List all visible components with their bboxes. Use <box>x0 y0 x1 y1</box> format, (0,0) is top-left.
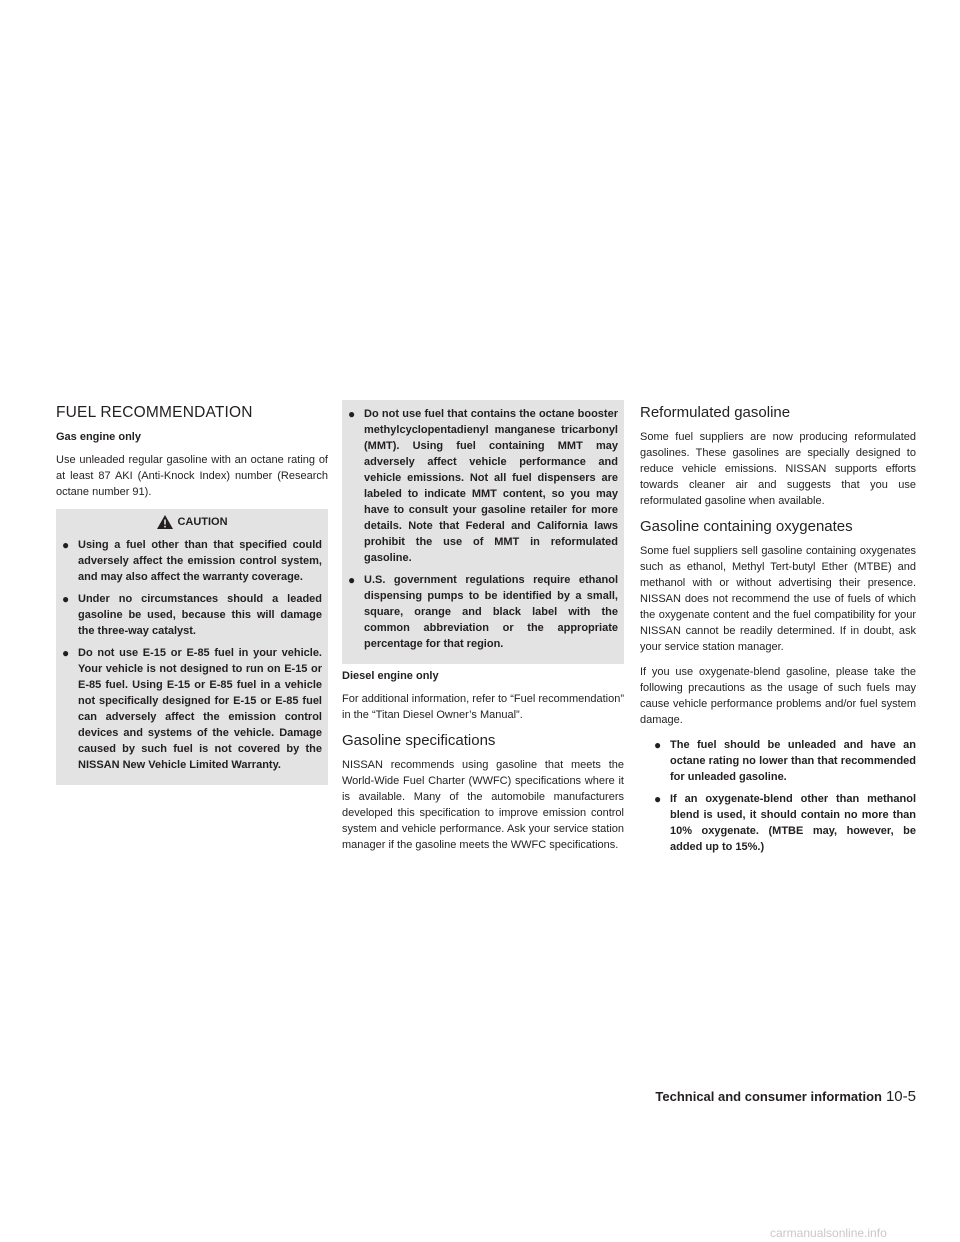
gas-engine-subhead: Gas engine only <box>56 431 141 443</box>
caution-box-continued <box>342 400 624 664</box>
oxygenates-title: Gasoline containing oxygenates <box>640 518 853 535</box>
oxygenates-list <box>640 737 916 855</box>
gasoline-specifications-text: NISSAN recommends using gasoline that meets the World-Wide Fuel Charter (WWFC) specifications where it is available. Many of the automobile manufacturers developed this specification to improve emission control system and vehicle performance. Ask your service station manager if the gasoline meets the WWFC specifications. <box>342 759 624 851</box>
bullet-icon: ● <box>62 538 70 552</box>
diesel-engine-subhead: Diesel engine only <box>342 670 439 682</box>
oxygenates-text: Some fuel suppliers sell gasoline containing oxygenates such as ethanol, Methyl Tert-butyl Ether (MTBE) and methanol with or without advertising their presence. NISSAN does not recommend the use of fuels of which the oxygenate content and the fuel compatibility for your NISSAN cannot be readily determined. If in doubt, ask your service station manager. <box>640 545 916 653</box>
caution-item: ● Under no circumstances should a leaded gasoline be used, because this will damage the three-way catalyst. <box>62 592 322 637</box>
page-footer <box>620 1088 916 1105</box>
bullet-icon: ● <box>348 407 356 421</box>
gasoline-specifications-title: Gasoline specifications <box>342 732 496 749</box>
caution-item: ● Do not use E-15 or E-85 fuel in your vehicle. Your vehicle is not designed to run on E-15 or E-85 fuel. Using E-15 or E-85 fuel in a vehicle not specifically designed for E-15 or E-85 fuel can adversely affect the emission control devices and systems of the vehicle. Damage caused by such fuel is not covered by the NISSAN New Vehicle Limited Warranty. <box>62 646 322 771</box>
bullet-icon: ● <box>62 646 70 660</box>
caution-item: ● Using a fuel other than that specified could adversely affect the emission control system, and may also affect the warranty coverage. <box>62 538 322 583</box>
footer-section-title: Technical and consumer information <box>655 1089 882 1104</box>
bullet-icon: ● <box>654 792 662 806</box>
warning-icon <box>156 514 174 530</box>
gas-engine-text: Use unleaded regular gasoline with an octane rating of at least 87 AKI (Anti-Knock Index) number (Research octane number 91). <box>56 454 328 498</box>
watermark: carmanualsonline.info <box>770 1226 887 1240</box>
column-right <box>640 404 916 861</box>
bullet-icon: ● <box>654 738 662 752</box>
caution-label: CAUTION <box>177 516 228 528</box>
section-title: FUEL RECOMMENDATION <box>56 404 253 421</box>
diesel-engine-text: For additional information, refer to “Fuel recommendation” in the “Titan Diesel Owner’s Manual”. <box>342 693 624 721</box>
bullet-icon: ● <box>62 592 70 606</box>
caution-item: ● Do not use fuel that contains the octane booster methylcyclopentadienyl manganese tricarbonyl (MMT). Using fuel containing MMT may adversely affect vehicle performance and vehicle emissions. Not all fuel dispensers are labeled to indicate MMT content, so you may have to consult your gasoline retailer for more details. Note that Federal and California laws prohibit the use of MMT in reformulated gasoline. <box>348 407 618 564</box>
bullet-icon: ● <box>348 573 356 587</box>
list-item: ● If an oxygenate-blend other than methanol blend is used, it should contain no more than 10% oxygenate. (MTBE may, however, be added up to 15%.) <box>654 792 916 853</box>
reformulated-gasoline-title: Reformulated gasoline <box>640 404 791 421</box>
page-number: 10-5 <box>885 1088 916 1105</box>
column-middle <box>342 404 624 862</box>
reformulated-gasoline-text: Some fuel suppliers are now producing reformulated gasolines. These gasolines are specially designed to reduce vehicle emissions. NISSAN supports efforts towards cleaner air and suggests that you use reformulated gasoline when available. <box>640 431 916 507</box>
column-left <box>56 404 328 785</box>
caution-header <box>62 513 322 531</box>
oxygenates-precautions-text: If you use oxygenate-blend gasoline, please take the following precautions as the usage of such fuels may cause vehicle performance problems and/or fuel system damage. <box>640 666 916 726</box>
caution-box <box>56 509 328 785</box>
list-item: ● The fuel should be unleaded and have an octane rating no lower than that recommended for unleaded gasoline. <box>654 738 916 783</box>
caution-item: ● U.S. government regulations require ethanol dispensing pumps to be identified by a small, square, orange and black label with the common abbreviation or the appropriate percentage for that region. <box>348 573 618 650</box>
